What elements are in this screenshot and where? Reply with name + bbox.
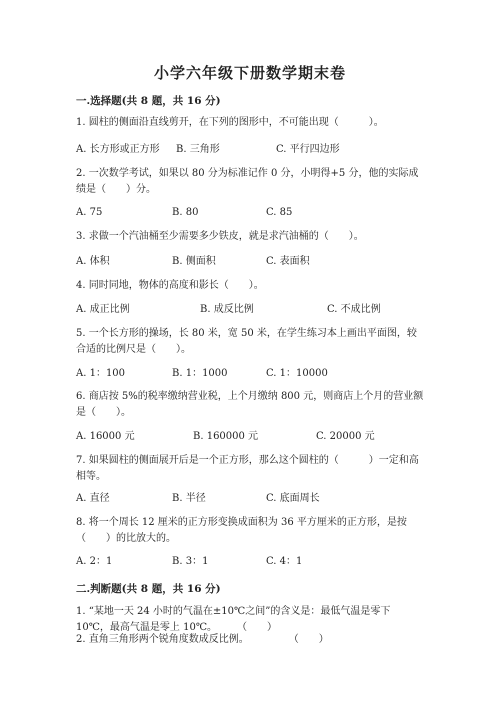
option-c: C. 表面积 [266, 256, 310, 267]
question-6: 6. 商店按 5%的税率缴纳营业税，上个月缴纳 800 元，则商店上个月的营业额是（ ）。 [76, 391, 424, 418]
question-4: 4. 同时同地，物体的高度和影长（ ）。 [76, 280, 264, 291]
option-c: C. 底面周长 [266, 493, 320, 504]
option-b: B. 160000 元 [193, 431, 259, 442]
options-q2 [76, 206, 436, 220]
option-a: A. 长方形或正方形 [76, 144, 160, 155]
option-c: C. 4：1 [266, 556, 303, 567]
judgement-question-2: 2. 直角三角形两个锐角度数成反比例。 （ ） [76, 634, 329, 645]
question-8: 8. 将一个周长 12 厘米的正方形变换成面积为 36 平方厘米的正方形，是按（ ）的比放大的。 [76, 517, 407, 544]
options-q5 [76, 367, 436, 381]
options-q6 [76, 430, 436, 444]
section-header-judgement: 二.判断题(共 8 题，共 16 分) [76, 583, 221, 595]
question-1: 1. 圆柱的侧面沿直线剪开，在下列的图形中，不可能出现（ ）。 [76, 117, 384, 128]
option-a: A. 直径 [76, 493, 110, 504]
option-b: B. 三角形 [176, 144, 220, 155]
question-2: 2. 一次数学考试，如果以 80 分为标准记作 0 分，小明得+5 分，他的实际成绩是（ ）分。 [76, 168, 419, 195]
options-q7 [76, 492, 436, 506]
option-c: C. 平行四边形 [276, 144, 340, 155]
option-b: B. 侧面积 [172, 256, 216, 267]
option-a: A. 体积 [76, 256, 110, 267]
options-q1 [76, 143, 436, 157]
option-c: C. 1：10000 [266, 368, 328, 379]
option-c: C. 20000 元 [316, 431, 375, 442]
option-b: B. 1：1000 [172, 368, 228, 379]
question-3: 3. 求做一个汽油桶至少需要多少铁皮，就是求汽油桶的（ ）。 [76, 231, 364, 242]
option-b: B. 3：1 [172, 556, 209, 567]
question-5: 5. 一个长方形的操场，长 80 米，宽 50 米，在学生练习本上画出平面图，较合适的比例尺是（ ）。 [76, 328, 417, 355]
option-a: A. 16000 元 [76, 431, 135, 442]
options-q8 [76, 555, 436, 569]
option-a: A. 2：1 [76, 556, 113, 567]
option-c: C. 85 [266, 207, 293, 218]
option-c: C. 不成比例 [327, 304, 381, 315]
option-b: B. 半径 [172, 493, 206, 504]
option-a: A. 成正比例 [76, 304, 130, 315]
options-q3 [76, 255, 436, 269]
option-b: B. 成反比例 [200, 304, 254, 315]
judgement-question-1: 1. “某地一天 24 小时的气温在±10℃之间”的含义是：最低气温是零下 10℃，最高气温是零上 10℃。 （ ） [76, 606, 391, 633]
options-q4 [76, 303, 436, 317]
option-a: A. 1：100 [76, 368, 126, 379]
option-a: A. 75 [76, 207, 103, 218]
page-title: 小学六年级下册数学期末卷 [153, 64, 346, 82]
section-header-choice: 一.选择题(共 8 题，共 16 分) [76, 95, 221, 107]
option-b: B. 80 [172, 207, 199, 218]
question-7: 7. 如果圆柱的侧面展开后是一个正方形，那么这个圆柱的（ ）一定和高相等。 [76, 455, 419, 482]
